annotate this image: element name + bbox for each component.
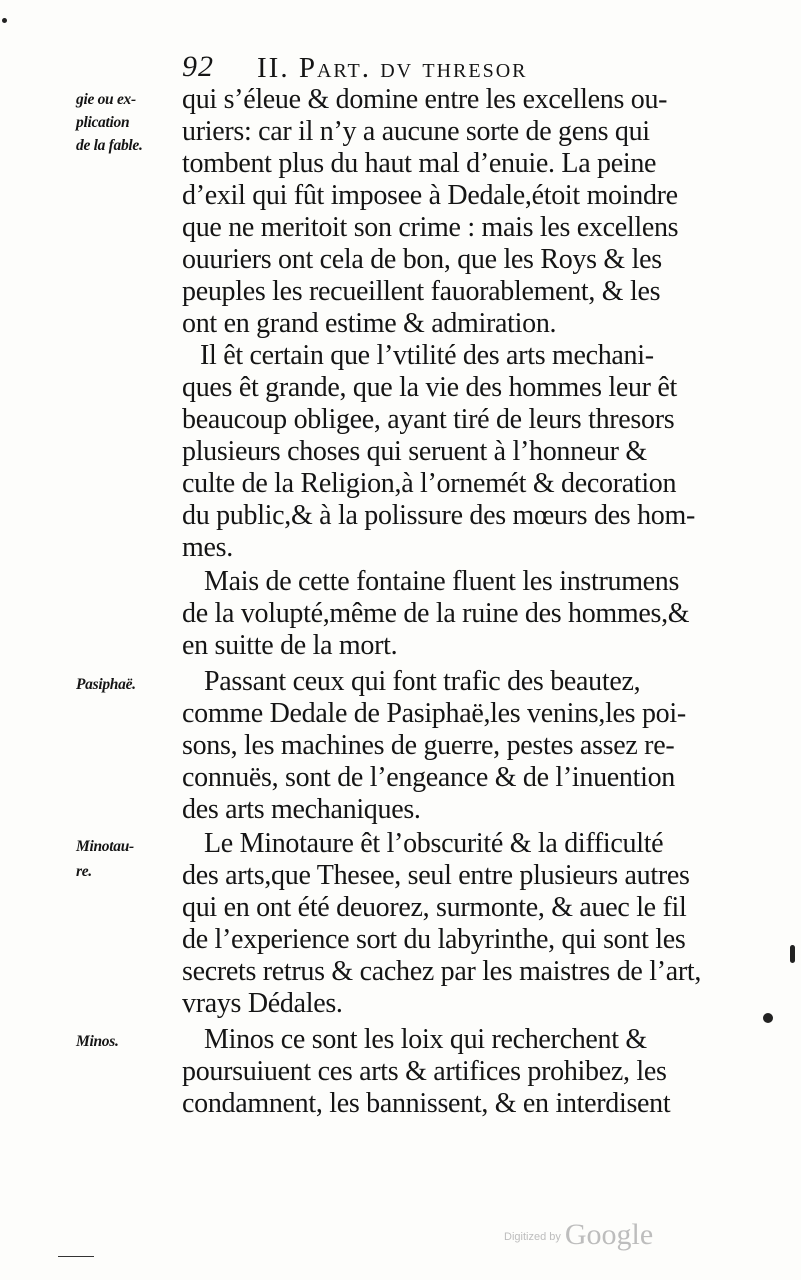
scan-rule <box>58 1256 94 1257</box>
text-line: Mais de cette fontaine fluent les instrumens <box>204 566 680 597</box>
margin-note-line: Minotau- <box>76 838 134 855</box>
margin-note-minos: Minos. <box>76 1033 119 1050</box>
text-line: beaucoup obligee, ayant tiré de leurs thresors <box>182 404 675 435</box>
text-line: qui en ont été deuorez, surmonte, & auec le fil <box>182 892 687 923</box>
ink-spot <box>2 18 7 23</box>
text-line: Minos ce sont les loix qui recherchent & <box>204 1024 647 1055</box>
margin-note-line: re. <box>76 863 92 880</box>
margin-note-pasiphae: Pasiphaë. <box>76 676 136 693</box>
text-line: uriers: car il n’y a aucune sorte de gens qui <box>182 116 650 147</box>
text-line: comme Dedale de Pasiphaë,les venins,les poi- <box>182 698 686 729</box>
ink-spot <box>790 945 795 963</box>
text-line: qui s’éleue & domine entre les excellens ou- <box>182 84 668 115</box>
margin-note-line: de la fable. <box>76 137 143 154</box>
text-line: culte de la Religion,à l’ornemét & decoration <box>182 468 677 499</box>
text-line: du public,& à la polissure des mœurs des hom- <box>182 500 695 531</box>
text-line: poursuiuent ces arts & artifices prohibez, les <box>182 1056 667 1087</box>
digitized-watermark <box>504 1218 653 1252</box>
text-line: sons, les machines de guerre, pestes assez re- <box>182 730 675 761</box>
text-line: de la volupté,même de la ruine des hommes,& <box>182 598 690 629</box>
text-line: tombent plus du haut mal d’enuie. La peine <box>182 148 657 179</box>
text-line: que ne meritoit son crime : mais les excellens <box>182 212 679 243</box>
page-number: 92 <box>182 50 214 83</box>
text-line: Il êt certain que l’vtilité des arts mechani- <box>200 340 654 371</box>
text-line: en suitte de la mort. <box>182 630 398 661</box>
text-line: connuës, sont de l’engeance & de l’inuention <box>182 762 675 793</box>
margin-note-line: plication <box>76 114 130 131</box>
text-line: condamnent, les bannissent, & en interdisent <box>182 1088 671 1119</box>
text-line: plusieurs choses qui seruent à l’honneur & <box>182 436 647 467</box>
text-line: vrays Dédales. <box>182 988 343 1019</box>
text-line: ouuriers ont cela de bon, que les Roys & les <box>182 244 662 275</box>
text-line: peuples les recueillent fauorablement, & les <box>182 276 661 307</box>
text-line: des arts,que Thesee, seul entre plusieurs autres <box>182 860 690 891</box>
text-line: Passant ceux qui font trafic des beautez, <box>204 666 641 697</box>
text-line: ont en grand estime & admiration. <box>182 308 557 339</box>
watermark-brand: Google <box>564 1218 654 1251</box>
text-line: d’exil qui fût imposee à Dedale,étoit moindre <box>182 180 678 211</box>
margin-note-line: gie ou ex- <box>76 91 136 108</box>
ink-spot <box>763 1013 773 1023</box>
text-line: des arts mechaniques. <box>182 794 421 825</box>
running-title: II. Part. dv thresor <box>257 52 528 84</box>
watermark-prefix: Digitized by <box>504 1231 561 1243</box>
text-line: de l’experience sort du labyrinthe, qui sont les <box>182 924 686 955</box>
text-line: Le Minotaure êt l’obscurité & la difficulté <box>204 828 664 859</box>
text-line: mes. <box>182 532 233 563</box>
text-line: ques êt grande, que la vie des hommes leur êt <box>182 372 677 403</box>
text-line: secrets retrus & cachez par les maistres de l’art, <box>182 956 702 987</box>
